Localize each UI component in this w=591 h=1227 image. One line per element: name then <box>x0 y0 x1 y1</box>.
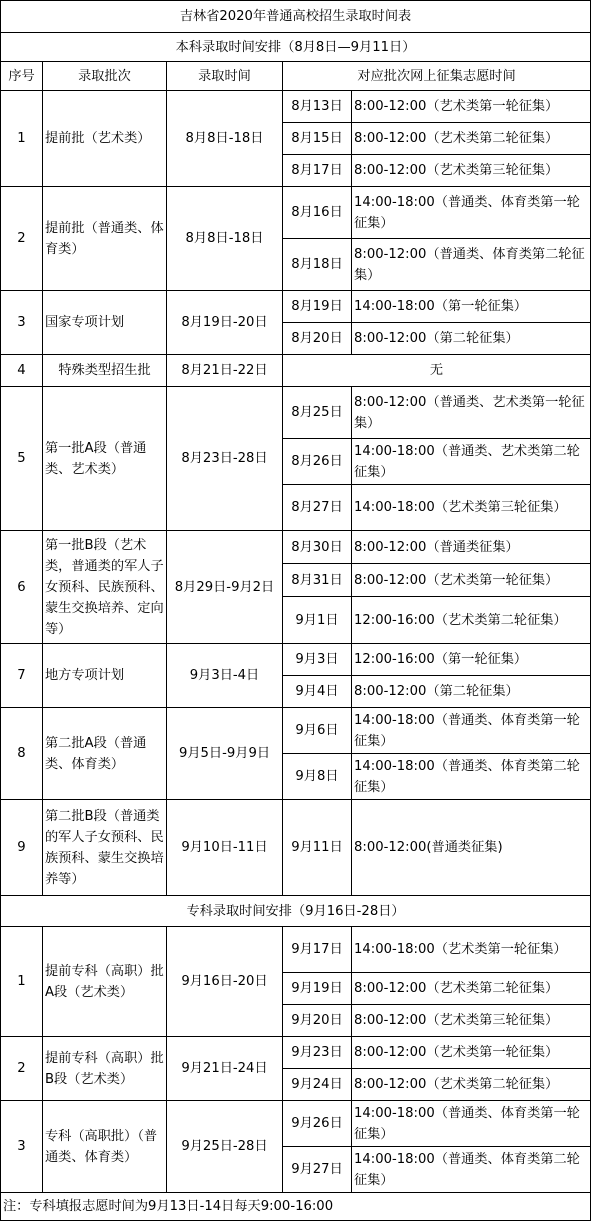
supplementary-time-desc: 8:00-12:00（艺术类第三轮征集） <box>352 155 591 187</box>
supplementary-time-desc: 8:00-12:00（艺术类第二轮征集） <box>352 1069 591 1101</box>
footnote: 注：专科填报志愿时间为9月13日-14日每天9:00-16:00 <box>1 1193 591 1221</box>
batch-number: 8 <box>1 708 43 800</box>
supplementary-date: 9月24日 <box>283 1069 352 1101</box>
undergrad-row <box>1 355 591 387</box>
supplementary-time-desc: 14:00-18:00（普通类、体育类第一轮征集） <box>352 187 591 239</box>
supplementary-time-desc: 8:00-12:00（艺术类第一轮征集） <box>352 1037 591 1069</box>
supplementary-time-desc: 8:00-12:00（第二轮征集） <box>352 323 591 355</box>
supplementary-time-desc: 8:00-12:00（艺术类第三轮征集） <box>352 1005 591 1037</box>
admission-time: 9月25日-28日 <box>167 1101 283 1193</box>
supplementary-time-desc: 8:00-12:00（艺术类第一轮征集） <box>352 564 591 597</box>
supplementary-date: 9月20日 <box>283 1005 352 1037</box>
undergrad-row <box>1 187 591 239</box>
supplementary-date: 8月26日 <box>283 439 352 485</box>
undergrad-row <box>1 387 591 439</box>
supplementary-date: 9月19日 <box>283 973 352 1005</box>
supplementary-date: 8月16日 <box>283 187 352 239</box>
batch-name: 提前专科（高职）批A段（艺术类） <box>43 927 167 1037</box>
batch-number: 6 <box>1 531 43 644</box>
admission-time: 9月3日-4日 <box>167 644 283 708</box>
supplementary-date: 9月11日 <box>283 800 352 896</box>
batch-number: 3 <box>1 291 43 355</box>
supplementary-date: 9月26日 <box>283 1101 352 1147</box>
supplementary-date: 9月4日 <box>283 676 352 708</box>
supplementary-date: 9月23日 <box>283 1037 352 1069</box>
column-header-admission-time: 录取时间 <box>167 62 283 91</box>
batch-number: 4 <box>1 355 43 387</box>
batch-name: 第一批B段（艺术类，普通类的军人子女预科、民族预科、蒙生交换培养、定向等） <box>43 531 167 644</box>
batch-name: 国家专项计划 <box>43 291 167 355</box>
supplementary-time-desc: 8:00-12:00（普通类、体育类第二轮征集） <box>352 239 591 291</box>
undergrad-heading: 本科录取时间安排（8月8日—9月11日） <box>1 33 591 62</box>
supplementary-time-desc: 8:00-12:00（普通类征集） <box>352 531 591 564</box>
supplementary-date: 9月3日 <box>283 644 352 676</box>
supplementary-time-desc: 8:00-12:00（第二轮征集） <box>352 676 591 708</box>
junior-row <box>1 927 591 973</box>
supplementary-date: 8月17日 <box>283 155 352 187</box>
batch-number: 1 <box>1 91 43 187</box>
supplementary-date: 9月27日 <box>283 1147 352 1193</box>
admission-time: 8月29日-9月2日 <box>167 531 283 644</box>
junior-college-heading: 专科录取时间安排（9月16日-28日） <box>1 896 591 927</box>
supplementary-time-desc: 14:00-18:00（艺术类第一轮征集） <box>352 927 591 973</box>
junior-row <box>1 1037 591 1069</box>
admission-time: 8月23日-28日 <box>167 387 283 531</box>
column-header-batch: 录取批次 <box>43 62 167 91</box>
batch-name: 地方专项计划 <box>43 644 167 708</box>
undergrad-row <box>1 291 591 323</box>
supplementary-time-desc: 14:00-18:00（第一轮征集） <box>352 291 591 323</box>
batch-number: 7 <box>1 644 43 708</box>
undergrad-row <box>1 91 591 123</box>
undergrad-row <box>1 708 591 754</box>
admission-time: 8月8日-18日 <box>167 187 283 291</box>
batch-number: 2 <box>1 1037 43 1101</box>
supplementary-date: 8月15日 <box>283 123 352 155</box>
batch-number: 5 <box>1 387 43 531</box>
supplementary-date: 8月25日 <box>283 387 352 439</box>
batch-name: 第二批A段（普通类、体育类） <box>43 708 167 800</box>
supplementary-time-desc: 14:00-18:00（普通类、艺术类第二轮征集） <box>352 439 591 485</box>
batch-name: 第二批B段（普通类的军人子女预科、民族预科、蒙生交换培养等） <box>43 800 167 896</box>
supplementary-time-desc: 14:00-18:00（普通类、体育类第一轮征集） <box>352 1101 591 1147</box>
batch-name: 第一批A段（普通类、艺术类） <box>43 387 167 531</box>
batch-name: 专科（高职批）（普通类、体育类） <box>43 1101 167 1193</box>
admission-time: 8月21日-22日 <box>167 355 283 387</box>
batch-name: 提前批（艺术类） <box>43 91 167 187</box>
admission-time: 9月10日-11日 <box>167 800 283 896</box>
supplementary-date: 8月13日 <box>283 91 352 123</box>
supplementary-date: 8月18日 <box>283 239 352 291</box>
supplementary-date: 8月27日 <box>283 485 352 531</box>
batch-name: 提前专科（高职）批B段（艺术类） <box>43 1037 167 1101</box>
supplementary-date: 8月19日 <box>283 291 352 323</box>
admission-time: 9月5日-9月9日 <box>167 708 283 800</box>
admission-time: 9月21日-24日 <box>167 1037 283 1101</box>
admission-time: 8月8日-18日 <box>167 91 283 187</box>
admission-time: 8月19日-20日 <box>167 291 283 355</box>
supplementary-date: 9月1日 <box>283 597 352 644</box>
batch-name: 特殊类型招生批 <box>43 355 167 387</box>
supplementary-time-desc: 14:00-18:00（普通类、体育类第二轮征集） <box>352 1147 591 1193</box>
supplementary-time-desc: 14:00-18:00（艺术类第三轮征集） <box>352 485 591 531</box>
junior-row <box>1 1101 591 1147</box>
table-title: 吉林省2020年普通高校招生录取时间表 <box>1 1 591 33</box>
batch-number: 3 <box>1 1101 43 1193</box>
supplementary-time-desc: 8:00-12:00（普通类、艺术类第一轮征集） <box>352 387 591 439</box>
supplementary-date: 9月8日 <box>283 754 352 800</box>
supplementary-date: 9月17日 <box>283 927 352 973</box>
supplementary-date: 8月20日 <box>283 323 352 355</box>
supplementary-time-desc: 12:00-16:00（艺术类第二轮征集） <box>352 597 591 644</box>
supplementary-date: 9月6日 <box>283 708 352 754</box>
no-supplementary: 无 <box>283 355 591 387</box>
undergrad-row <box>1 531 591 564</box>
supplementary-time-desc: 12:00-16:00（第一轮征集） <box>352 644 591 676</box>
supplementary-date: 8月30日 <box>283 531 352 564</box>
supplementary-time-desc: 14:00-18:00（普通类、体育类第一轮征集） <box>352 708 591 754</box>
undergrad-row <box>1 644 591 676</box>
column-header-no: 序号 <box>1 62 43 91</box>
supplementary-time-desc: 8:00-12:00（艺术类第一轮征集） <box>352 91 591 123</box>
admission-time: 9月16日-20日 <box>167 927 283 1037</box>
batch-number: 9 <box>1 800 43 896</box>
batch-name: 提前批（普通类、体育类） <box>43 187 167 291</box>
supplementary-time-desc: 8:00-12:00（艺术类第二轮征集） <box>352 973 591 1005</box>
column-header-supplementary-time: 对应批次网上征集志愿时间 <box>283 62 591 91</box>
undergrad-row <box>1 800 591 896</box>
batch-number: 1 <box>1 927 43 1037</box>
supplementary-time-desc: 8:00-12:00(普通类征集) <box>352 800 591 896</box>
supplementary-date: 8月31日 <box>283 564 352 597</box>
supplementary-time-desc: 14:00-18:00（普通类、体育类第二轮征集） <box>352 754 591 800</box>
batch-number: 2 <box>1 187 43 291</box>
supplementary-time-desc: 8:00-12:00（艺术类第二轮征集） <box>352 123 591 155</box>
